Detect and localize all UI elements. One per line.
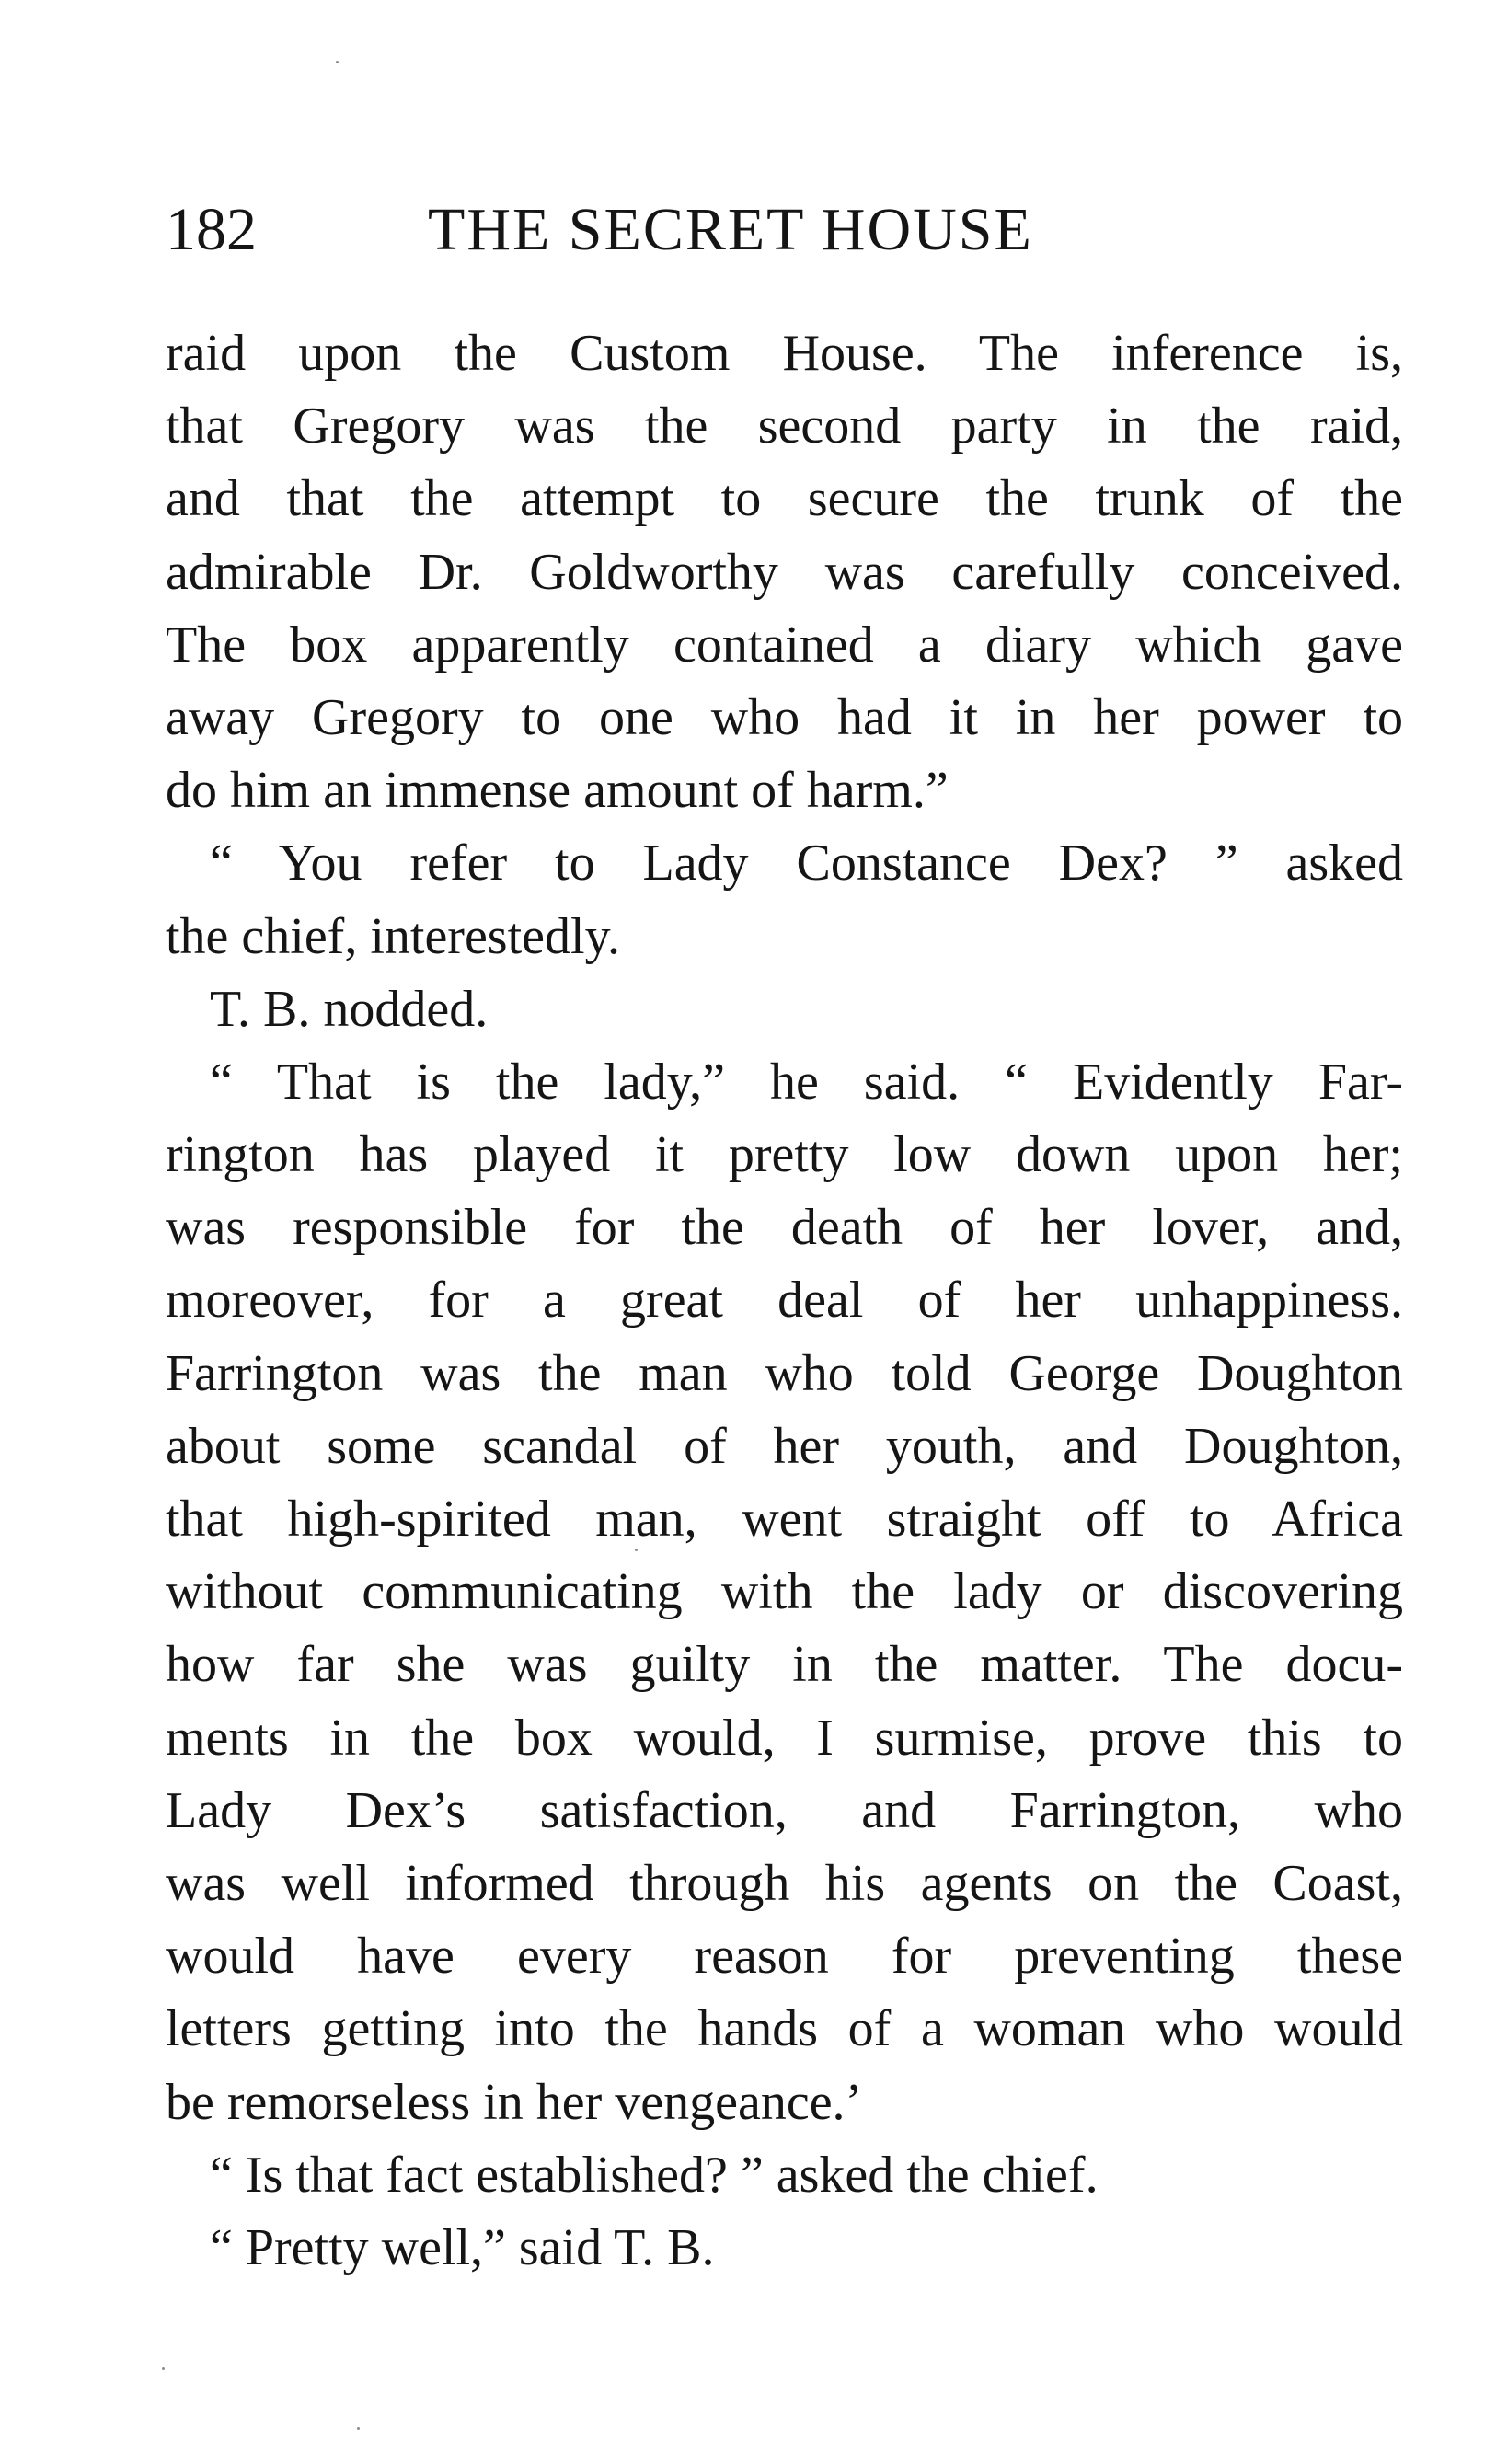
text-line: rington has played it pretty low down upon her; bbox=[166, 1126, 1403, 1184]
text-line: the chief, interestedly. bbox=[166, 907, 620, 965]
text-line: how far she was guilty in the matter. The docu- bbox=[166, 1636, 1403, 1694]
body-text bbox=[166, 317, 1403, 2285]
text-line: without communicating with the lady or discovering bbox=[166, 1563, 1403, 1621]
text-line: Farrington was the man who told George Doughton bbox=[166, 1344, 1403, 1402]
text-line: was responsible for the death of her lover, and, bbox=[166, 1199, 1403, 1257]
text-line: “ That is the lady,” he said. “ Evidently Far- bbox=[210, 1053, 1403, 1111]
text-line: that high-spirited man, went straight off to Africa bbox=[166, 1491, 1403, 1548]
text-line: The box apparently contained a diary which gave bbox=[166, 616, 1403, 674]
paper-speck bbox=[336, 61, 339, 63]
running-title: THE SECRET HOUSE bbox=[428, 196, 1033, 263]
text-line: ments in the box would, I surmise, prove this to bbox=[166, 1709, 1403, 1767]
text-line: “ Pretty well,” said T. B. bbox=[210, 2218, 715, 2276]
paper-speck bbox=[635, 1549, 638, 1551]
text-line: moreover, for a great deal of her unhappiness. bbox=[166, 1272, 1403, 1330]
text-line: do him an immense amount of harm.” bbox=[166, 762, 949, 820]
page-number: 182 bbox=[166, 196, 257, 263]
text-line: T. B. nodded. bbox=[210, 980, 489, 1038]
text-line: letters getting into the hands of a woman who would bbox=[166, 2000, 1403, 2058]
text-line: Lady Dex’s satisfaction, and Farrington, who bbox=[166, 1781, 1403, 1839]
text-line: about some scandal of her youth, and Doughton, bbox=[166, 1417, 1403, 1475]
text-line: and that the attempt to secure the trunk of the bbox=[166, 470, 1403, 528]
text-line: admirable Dr. Goldworthy was carefully conceived. bbox=[166, 543, 1403, 601]
text-line: that Gregory was the second party in the raid, bbox=[166, 397, 1403, 455]
text-line: would have every reason for preventing these bbox=[166, 1928, 1403, 1986]
text-line: be remorseless in her vengeance.’ bbox=[166, 2073, 863, 2131]
text-line: “ Is that fact established? ” asked the chief. bbox=[210, 2146, 1099, 2204]
text-line: “ You refer to Lady Constance Dex? ” asked bbox=[210, 835, 1403, 892]
paper-speck bbox=[162, 2367, 165, 2370]
text-line: was well informed through his agents on the Coast, bbox=[166, 1854, 1403, 1912]
text-line: raid upon the Custom House. The inference is, bbox=[166, 325, 1403, 382]
text-line: away Gregory to one who had it in her power to bbox=[166, 688, 1403, 746]
paper-speck bbox=[357, 2427, 360, 2430]
page-header bbox=[166, 189, 1398, 271]
